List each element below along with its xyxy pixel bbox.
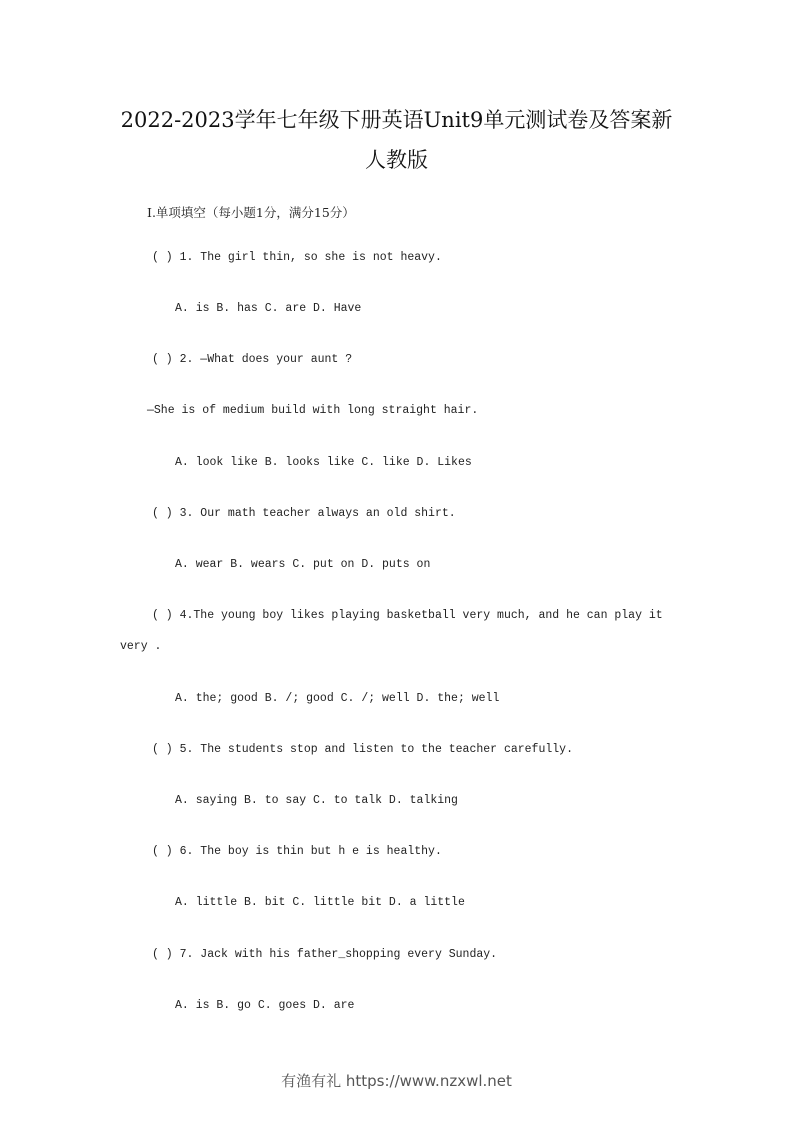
question-4-stem-continued: very .	[120, 640, 162, 653]
question-6-stem: ( ) 6. The boy is thin but h e is healthy.	[152, 845, 442, 858]
question-7-stem: ( ) 7. Jack with his father_shopping every Sunday.	[152, 948, 498, 961]
question-4-stem: ( ) 4.The young boy likes playing basketball very much, and he can play it	[152, 609, 663, 622]
footer-watermark: 有渔有礼 https://www.nzxwl.net	[281, 1072, 512, 1090]
question-2-stem-continued: —She is of medium build with long straight hair.	[147, 404, 479, 417]
question-5-options: A. saying B. to say C. to talk D. talking	[175, 794, 458, 807]
question-2-stem: ( ) 2. —What does your aunt ?	[152, 353, 353, 366]
section-heading: I.单项填空（每小题1分，满分15分）	[147, 205, 355, 220]
question-5-stem: ( ) 5. The students stop and listen to the teacher carefully.	[152, 743, 573, 756]
question-7-options: A. is B. go C. goes D. are	[175, 999, 355, 1012]
question-6-options: A. little B. bit C. little bit D. a little	[175, 896, 465, 909]
question-3-options: A. wear B. wears C. put on D. puts on	[175, 558, 431, 571]
title-line-2: 人教版	[365, 148, 428, 172]
question-3-stem: ( ) 3. Our math teacher always an old shirt.	[152, 507, 456, 520]
title-line-1: 2022-2023学年七年级下册英语Unit9单元测试卷及答案新	[120, 108, 673, 132]
question-4-options: A. the; good B. /; good C. /; well D. the; well	[175, 692, 500, 705]
question-1-options: A. is B. has C. are D. Have	[175, 302, 362, 315]
question-1-stem: ( ) 1. The girl thin, so she is not heavy.	[152, 251, 442, 264]
question-2-options: A. look like B. looks like C. like D. Likes	[175, 456, 472, 469]
